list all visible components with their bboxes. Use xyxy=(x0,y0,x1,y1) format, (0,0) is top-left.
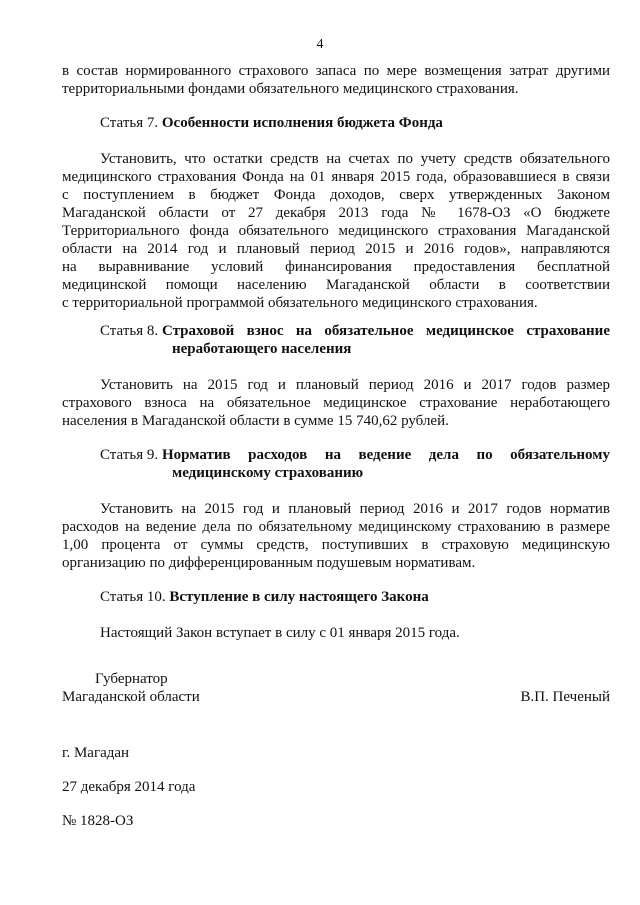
article-title-line-2: медицинскому страхованию xyxy=(172,465,364,481)
text-line: области на 2014 год и плановый период 2015 и 2016 годов», направляются xyxy=(62,241,610,257)
text-line: в состав нормированного страхового запаса по мере возмещения затрат другими xyxy=(62,63,610,79)
article-title-line: Норматив расходов на ведение дела по обязательному xyxy=(162,447,610,463)
text-line: медицинского страхования Фонда на 01 января 2015 года, образовавшиеся в связи xyxy=(62,169,610,185)
date: 27 декабря 2014 года xyxy=(62,779,196,795)
article-9-heading xyxy=(100,446,158,464)
article-title xyxy=(162,322,610,340)
text-line: территориальными фондами обязательного медицинского страхования. xyxy=(62,81,519,97)
article-title-line xyxy=(172,464,363,482)
article-title-line: Страховой взнос на обязательное медицинское страхование xyxy=(162,323,610,339)
article-label: Статья 8. xyxy=(100,323,159,339)
article-label: Статья 9. xyxy=(100,447,159,463)
text-line: Магаданской области от 27 декабря 2013 года № 1678-ОЗ «О бюджете xyxy=(62,205,610,221)
article-8-heading xyxy=(100,322,158,340)
text-line: медицинской помощи населению Магаданской области в соответствии xyxy=(62,277,610,293)
signature-region: Магаданской области xyxy=(62,689,200,705)
text-line: Установить, что остатки средств на счетах по учету средств обязательного xyxy=(100,151,610,167)
text-line: на выравнивание условий финансирования предоставления бесплатной xyxy=(62,259,610,275)
text-line: Установить на 2015 год и плановый период 2016 и 2017 годов норматив xyxy=(100,501,610,517)
text-line: Территориального фонда обязательного медицинского страхования Магаданской xyxy=(62,223,610,239)
text-line: организацию по дифференцированным подушевым нормативам. xyxy=(62,555,476,571)
article-label: Статья 7. xyxy=(100,115,159,131)
page-number: 4 xyxy=(316,37,324,52)
text-line: Установить на 2015 год и плановый период 2016 и 2017 годов размер xyxy=(100,377,610,393)
text-line: с территориальной программой обязательного медицинского страхования. xyxy=(62,295,538,311)
signature-position: Губернатор xyxy=(95,671,168,687)
article-7-heading xyxy=(100,114,443,132)
article-title xyxy=(162,446,610,464)
law-number: № 1828-ОЗ xyxy=(62,813,134,829)
article-10-heading xyxy=(100,588,429,606)
article-label: Статья 10. xyxy=(100,589,166,605)
article-title: Вступление в силу настоящего Закона xyxy=(169,589,429,605)
text-line: расходов на ведение дела по обязательному медицинскому страхованию в размере xyxy=(62,519,610,535)
text-line: с поступлением в бюджет Фонда доходов, сверх утвержденных Законом xyxy=(62,187,610,203)
article-title-line-2: неработающего населения xyxy=(172,341,352,357)
text-line: страхового взноса на обязательное медицинское страхование неработающего xyxy=(62,395,610,411)
article-title: Особенности исполнения бюджета Фонда xyxy=(161,115,443,131)
text-line: населения в Магаданской области в сумме 15 740,62 рублей. xyxy=(62,413,449,429)
signature-name: В.П. Печеный xyxy=(520,689,610,705)
article-title-line xyxy=(172,340,351,358)
city: г. Магадан xyxy=(62,745,130,761)
text-line: Настоящий Закон вступает в силу с 01 января 2015 года. xyxy=(100,625,460,641)
text-line: 1,00 процента от суммы средств, поступивших в страховую медицинскую xyxy=(62,537,610,553)
